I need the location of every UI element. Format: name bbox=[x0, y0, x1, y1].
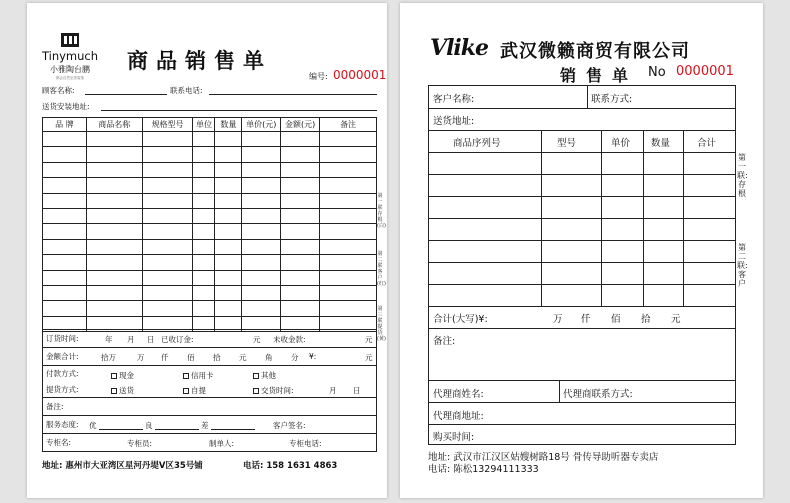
table-row[interactable] bbox=[43, 193, 377, 208]
divider bbox=[429, 152, 735, 153]
copy-note-2: 第二联客户(红) bbox=[377, 251, 386, 287]
remark-label[interactable]: 备注: bbox=[433, 336, 456, 347]
table-row[interactable] bbox=[429, 284, 735, 285]
unpaid-label: 未收金款: bbox=[273, 335, 306, 344]
logo-cn: 小雅陶台鹏 bbox=[50, 65, 90, 74]
delivery-label: 送货地址: bbox=[433, 116, 475, 127]
sales-form-left bbox=[27, 3, 387, 498]
agent-address-label: 代理商地址: bbox=[433, 411, 484, 422]
maker-label: 制单人: bbox=[209, 439, 235, 448]
table-row[interactable] bbox=[43, 178, 377, 193]
day-label: 日 bbox=[147, 335, 155, 344]
contact-label: 联系电话: bbox=[170, 86, 203, 95]
service-bad-option[interactable]: 差 bbox=[201, 421, 209, 430]
cabinet-label: 专柜名: bbox=[46, 438, 72, 447]
copy-note-3: 第三联提货(黄) bbox=[377, 306, 386, 342]
delivery-field[interactable] bbox=[101, 110, 377, 111]
logo-brand: Tinymuch bbox=[41, 49, 99, 63]
pickup-row bbox=[43, 382, 377, 398]
service-good-field[interactable] bbox=[99, 429, 143, 430]
checkbox-icon[interactable] bbox=[183, 388, 189, 394]
unit-10: 拾 bbox=[641, 314, 651, 325]
unit-yuan: 元 bbox=[671, 314, 681, 325]
unit-100k: 拾万 bbox=[101, 353, 116, 362]
table-row[interactable] bbox=[43, 285, 377, 300]
supervisor-label: 专柜员: bbox=[127, 439, 153, 448]
customer-field[interactable] bbox=[85, 94, 167, 95]
cabinet-phone-label: 专柜电话: bbox=[289, 439, 322, 448]
payment-cash-option[interactable]: 现金 bbox=[111, 370, 134, 381]
customer-label: 客户名称: bbox=[433, 94, 475, 105]
checkbox-icon[interactable] bbox=[111, 388, 117, 394]
copy-note-2: 第二联:客户 bbox=[737, 243, 748, 288]
brand-logo bbox=[41, 33, 99, 91]
col-qty: 数量 bbox=[215, 118, 242, 132]
form-title: 商品销售单 bbox=[127, 49, 272, 73]
logo-mark-icon bbox=[61, 33, 79, 47]
service-label: 服务态度: bbox=[46, 420, 79, 429]
table-row[interactable] bbox=[43, 147, 377, 162]
divider bbox=[429, 108, 735, 109]
divider bbox=[643, 130, 644, 306]
col-model: 型号 bbox=[557, 138, 577, 149]
col-spec: 规格型号 bbox=[142, 118, 193, 132]
table-row[interactable] bbox=[429, 262, 735, 263]
col-amount: 金额(元) bbox=[281, 118, 320, 132]
form-footer-table bbox=[42, 329, 377, 452]
col-brand: 品 牌 bbox=[43, 118, 87, 132]
checkbox-icon[interactable] bbox=[111, 373, 117, 379]
total-label: 金额合计: bbox=[46, 352, 79, 361]
company-name: 武汉微籁商贸有限公司 bbox=[500, 41, 690, 62]
form-number: 0000001 bbox=[333, 68, 387, 82]
form-number-label: No bbox=[648, 65, 666, 80]
col-remark: 备注 bbox=[320, 118, 377, 132]
yuan-label-2: 元 bbox=[365, 335, 373, 344]
pickup-label: 提货方式: bbox=[46, 384, 79, 394]
yen-label: ¥: bbox=[309, 352, 317, 361]
shop-address: 地址: 惠州市大亚湾区星河丹堤V区35号铺 bbox=[42, 461, 203, 471]
col-qty: 数量 bbox=[651, 138, 671, 149]
shop-phone: 电话: 158 1631 4863 bbox=[243, 461, 338, 471]
copy-note-1: 第一联:存根 bbox=[737, 153, 748, 198]
remark-row bbox=[43, 398, 377, 416]
service-row bbox=[43, 416, 377, 434]
customer-sign-label: 客户签名: bbox=[273, 421, 306, 430]
checkbox-icon[interactable] bbox=[183, 373, 189, 379]
total-row bbox=[43, 348, 377, 366]
shop-phone: 电话: 陈松13294111333 bbox=[428, 464, 539, 475]
table-row[interactable] bbox=[43, 162, 377, 177]
service-bad-field[interactable] bbox=[211, 429, 255, 430]
pickup-month-label: 月 bbox=[329, 385, 337, 395]
yuan-label: 元 bbox=[253, 335, 261, 344]
deposit-label: 已收订金: bbox=[161, 335, 194, 344]
divider bbox=[587, 86, 588, 108]
copy-note-1: 第一联存根(白) bbox=[377, 193, 386, 229]
shop-address: 地址: 武汉市江汉区姑嫂树路18号 骨传导助听器专卖店 bbox=[428, 452, 659, 463]
divider bbox=[429, 424, 735, 425]
divider bbox=[541, 130, 542, 306]
table-row[interactable] bbox=[43, 208, 377, 223]
sales-form-right bbox=[400, 3, 763, 498]
divider bbox=[429, 380, 735, 381]
checkbox-icon[interactable] bbox=[253, 373, 259, 379]
unit-10: 拾 bbox=[213, 353, 221, 362]
table-header-row bbox=[43, 118, 377, 132]
col-price: 单价(元) bbox=[242, 118, 281, 132]
items-table bbox=[42, 117, 377, 332]
form-title: 销售单 bbox=[560, 66, 639, 85]
contact-label: 联系方式: bbox=[591, 94, 633, 105]
table-row[interactable] bbox=[43, 255, 377, 270]
table-row[interactable] bbox=[43, 132, 377, 147]
checkbox-icon[interactable] bbox=[253, 388, 259, 394]
service-ok-field[interactable] bbox=[155, 429, 199, 430]
order-row bbox=[43, 330, 377, 348]
table-row[interactable] bbox=[429, 174, 735, 175]
staff-row bbox=[43, 434, 377, 452]
order-date-label: 订货时间: bbox=[46, 334, 79, 343]
table-row[interactable] bbox=[43, 301, 377, 316]
divider bbox=[683, 130, 684, 306]
table-row[interactable] bbox=[43, 224, 377, 239]
divider bbox=[601, 130, 602, 306]
service-good-option[interactable]: 优 bbox=[89, 421, 97, 430]
payment-card-option[interactable]: 信用卡 bbox=[183, 370, 214, 381]
pickup-delivery-option[interactable]: 送货 bbox=[111, 385, 134, 396]
pickup-self-option[interactable]: 自提 bbox=[183, 385, 206, 396]
unit-100: 佰 bbox=[187, 353, 195, 362]
payment-label: 付款方式: bbox=[46, 369, 79, 379]
year-label: 年 bbox=[105, 335, 113, 344]
divider bbox=[429, 402, 735, 403]
purchase-time-label: 购买时间: bbox=[433, 432, 475, 443]
contact-field[interactable] bbox=[209, 94, 377, 95]
month-label: 月 bbox=[127, 335, 135, 344]
right-form-grid bbox=[428, 85, 736, 445]
unit-100: 佰 bbox=[611, 314, 621, 325]
table-row[interactable] bbox=[429, 196, 735, 197]
table-row[interactable] bbox=[43, 239, 377, 254]
vlike-logo: Vlike bbox=[430, 35, 489, 61]
total-label: 合计(大写)¥: bbox=[433, 314, 488, 325]
table-row[interactable] bbox=[429, 218, 735, 219]
unit-1k: 仟 bbox=[581, 314, 591, 325]
col-serial: 商品序列号 bbox=[453, 138, 501, 149]
col-product: 商品名称 bbox=[86, 118, 142, 132]
customer-label: 顾客名称: bbox=[42, 86, 75, 95]
col-unit: 单位 bbox=[193, 118, 215, 132]
col-total: 合计 bbox=[697, 138, 717, 149]
unit-1k: 仟 bbox=[161, 353, 169, 362]
unit-jiao: 角 bbox=[265, 353, 273, 362]
divider bbox=[429, 306, 735, 307]
agent-contact-label: 代理商联系方式: bbox=[563, 389, 633, 400]
form-number: 0000001 bbox=[676, 64, 734, 79]
table-row[interactable] bbox=[429, 240, 735, 241]
agent-name-label: 代理商姓名: bbox=[433, 389, 484, 400]
payment-row bbox=[43, 366, 377, 382]
divider bbox=[429, 328, 735, 329]
logo-tagline: 都会自然至美装饰 bbox=[56, 76, 84, 80]
divider bbox=[429, 130, 735, 131]
form-number-label: 编号: bbox=[309, 72, 328, 81]
pickup-day-label: 日 bbox=[353, 385, 361, 395]
unit-fen: 分 bbox=[291, 353, 299, 362]
remark-label[interactable]: 备注: bbox=[43, 398, 377, 416]
col-price: 单价 bbox=[611, 138, 631, 149]
payment-other-option[interactable]: 其他 bbox=[253, 370, 276, 381]
unit-yuan: 元 bbox=[239, 353, 247, 362]
table-row[interactable] bbox=[43, 270, 377, 285]
divider bbox=[559, 380, 560, 402]
unit-10k: 万 bbox=[137, 353, 145, 362]
pickup-time-option[interactable]: 交货时间: bbox=[253, 385, 294, 396]
delivery-label: 送货安装地址: bbox=[42, 102, 90, 111]
total-yuan-label: 元 bbox=[365, 353, 373, 362]
unit-10k: 万 bbox=[553, 314, 563, 325]
service-ok-option[interactable]: 良 bbox=[145, 421, 153, 430]
